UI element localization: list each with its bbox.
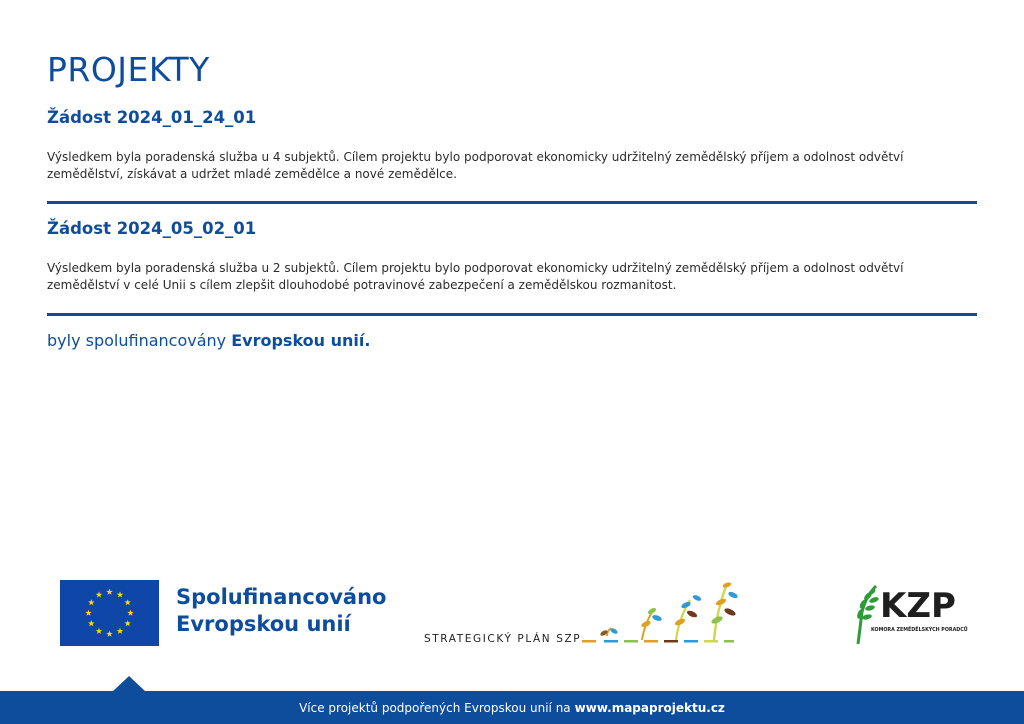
kzp-subtitle: KOMORA ZEMĚDĚLSKÝCH PORADCŮ — [871, 628, 968, 633]
project-description: Výsledkem byla poradenská služba u 4 subjektů. Cílem projektu bylo podporovat ekonomicky udržitelný zemědělský příjem a odolnost odvětví zemědělství, získávat a udržet mladé zemědělce a nové zemědělce. — [47, 150, 904, 181]
footer-text: Více projektů podpořených Evropskou unií na — [299, 700, 571, 715]
divider — [47, 201, 977, 204]
eu-cofinanced-label — [176, 584, 386, 638]
project-block — [47, 108, 977, 183]
footer-notch — [112, 676, 146, 692]
cofinancing-prefix: byly spolufinancovány — [47, 331, 227, 350]
szp-logo — [424, 578, 754, 648]
project-heading: Žádost 2024_01_24_01 — [47, 108, 257, 127]
footer-link[interactable]: www.mapaprojektu.cz — [574, 700, 725, 715]
footer-bar — [0, 691, 1024, 724]
project-description: Výsledkem byla poradenská služba u 2 subjektů. Cílem projektu bylo podporovat ekonomicky udržitelný zemědělský příjem a odolnost odvětví zemědělství v celé Unii s cílem zlepšit dlouhodobé potravinové zabezpečení a zemědělskou rozmanitost. — [47, 261, 904, 292]
project-block — [47, 219, 977, 294]
page-title: PROJEKTY — [47, 50, 210, 89]
cofinancing-note — [47, 331, 370, 350]
szp-label: STRATEGICKÝ PLÁN SZP — [424, 633, 582, 645]
kzp-logo — [852, 582, 972, 646]
eu-label-line1: Spolufinancováno — [176, 585, 387, 609]
divider — [47, 313, 977, 316]
eu-label-line2: Evropskou unií — [176, 612, 351, 636]
wheat-icon — [852, 582, 882, 646]
cofinancing-emphasis: Evropskou unií. — [231, 331, 371, 350]
eu-flag-logo — [60, 580, 159, 646]
eu-stars-icon — [60, 580, 159, 646]
project-heading: Žádost 2024_05_02_01 — [47, 219, 257, 238]
kzp-letters: KZP — [880, 586, 956, 626]
